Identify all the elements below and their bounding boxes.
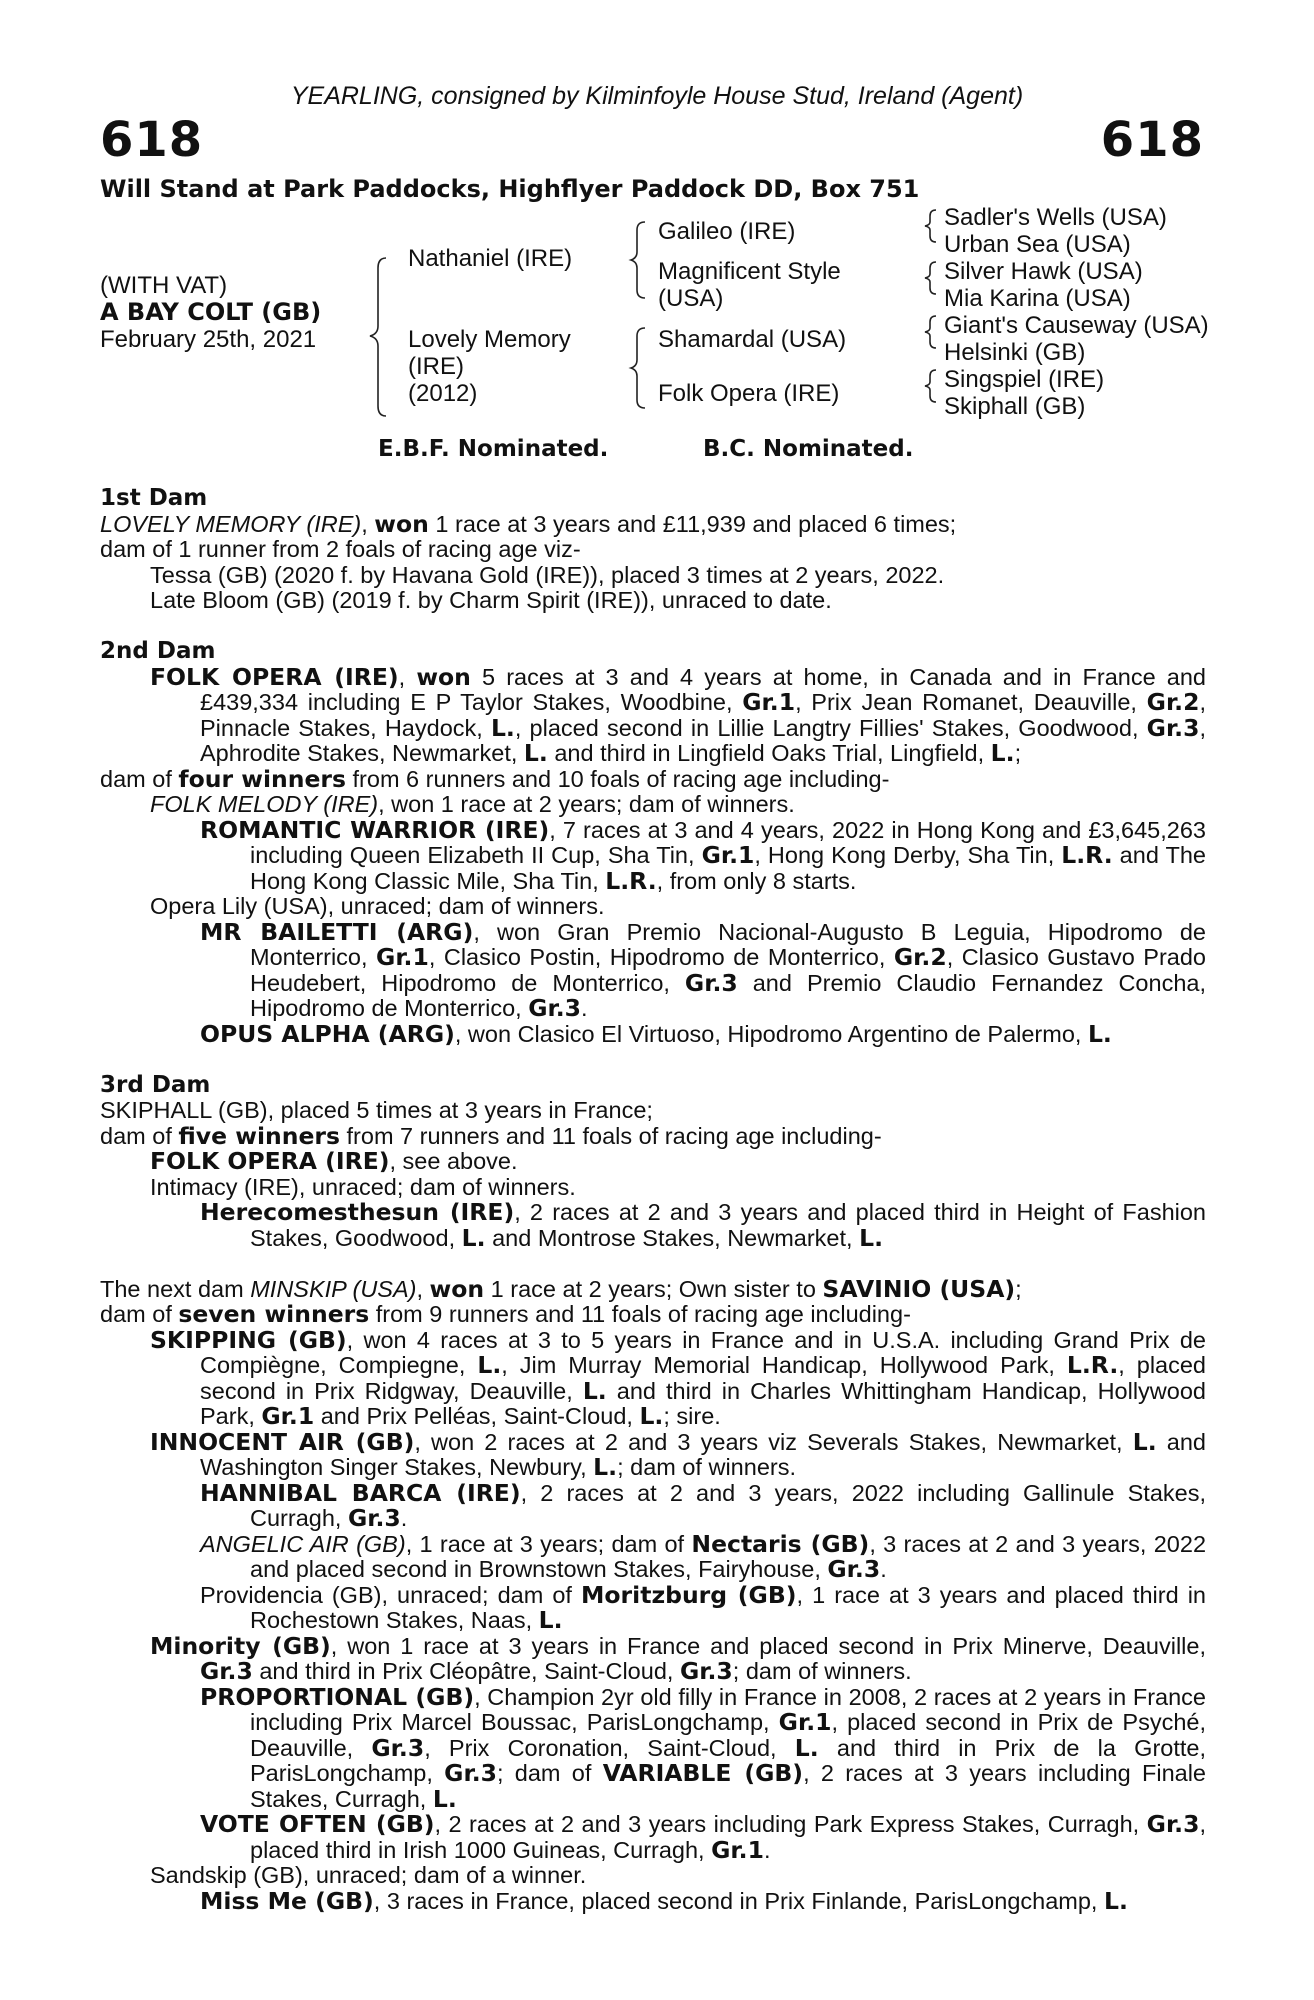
- grade: Gr.3: [347, 1504, 401, 1532]
- horse-name: SKIPPING (GB): [150, 1325, 347, 1354]
- horse-name: OPUS ALPHA (ARG): [200, 1019, 455, 1048]
- winners-count: five winners: [178, 1121, 340, 1150]
- text: , 3 races at 2 and 3 years, 2022 and placed second in Brownstown Stakes, Fairyhouse,: [250, 1530, 1207, 1582]
- sds: Silver Hawk (USA): [944, 258, 1143, 285]
- horse-name: FOLK OPERA (IRE): [150, 1147, 390, 1175]
- text: , Clasico Postin, Hipodromo de Monterrico,: [428, 944, 894, 970]
- grade: Gr.3: [684, 968, 738, 997]
- text: .: [400, 1505, 408, 1531]
- consignment-line: YEARLING, consigned by Kilminfoyle House Stud, Ireland (Agent): [290, 82, 1024, 110]
- text: , 2 races at 2 and 3 years including Park Express Stakes, Curragh,: [434, 1811, 1147, 1837]
- grade: L.: [859, 1223, 883, 1252]
- won-word: won: [429, 1274, 485, 1303]
- text: , Champion 2yr old filly in France in 2008, 2 races at 2 years in France including Prix Marcel Boussac, ParisLongchamp,: [250, 1683, 1207, 1735]
- grade: L.: [639, 1402, 664, 1430]
- catalogue-body: [100, 486, 1206, 1914]
- horse-name: INNOCENT AIR (GB): [150, 1427, 415, 1456]
- horse-name: Minority (GB): [150, 1631, 331, 1660]
- text: , Aphrodite Stakes, Newmarket,: [200, 714, 1206, 766]
- grade: Gr.1: [701, 841, 755, 869]
- dss: Giant's Causeway (USA): [944, 312, 1209, 339]
- text: from 9 runners and 11 foals of racing age including-: [369, 1301, 911, 1327]
- text: , Clasico Gustavo Prado Heudebert, Hipodromo de Monterrico,: [250, 944, 1206, 996]
- sire-name: Nathaniel (IRE): [408, 245, 573, 272]
- grade: Gr.3: [444, 1759, 497, 1787]
- grade: Gr.3: [827, 1555, 881, 1583]
- text: , won 4 races at 3 to 5 years in France and in U.S.A. including Grand Prix de Compiègne, Compiegne,: [200, 1326, 1206, 1378]
- produce-entry: [100, 1200, 1206, 1251]
- sss: Sadler's Wells (USA): [944, 204, 1167, 231]
- text: 1 race at 2 years; Own sister to: [484, 1275, 823, 1302]
- produce-entry: [100, 1886, 1206, 1915]
- text: dam of: [100, 765, 179, 792]
- horse-name: A BAY COLT (GB): [100, 298, 322, 326]
- grade: Gr.2: [893, 943, 947, 971]
- produce-entry: [100, 1631, 1206, 1685]
- grade: Gr.1: [376, 943, 429, 971]
- horse-name: Moritzburg (GB): [581, 1580, 797, 1609]
- next-dam-record: The next dam MINSKIP (USA), won 1 race at 2 years; Own sister to SAVINIO (USA);: [100, 1274, 1022, 1303]
- text: , 1 race at 3 years and placed third in Rochestown Stakes, Naas,: [250, 1581, 1206, 1633]
- produce-entry: [100, 1427, 1206, 1481]
- text: , Prix Jean Romanet, Deauville,: [795, 689, 1147, 715]
- sdd: Mia Karina (USA): [944, 285, 1131, 312]
- text: ; dam of winners.: [732, 1658, 912, 1684]
- horse-name: FOLK MELODY (IRE): [150, 791, 379, 817]
- grade: L.: [582, 1376, 607, 1405]
- text: ;: [1014, 740, 1022, 766]
- brace-sire: [631, 222, 645, 298]
- ddd: Skiphall (GB): [944, 393, 1086, 420]
- horse-name: VARIABLE (GB): [602, 1759, 804, 1787]
- text: , placed second in Prix Ridgway, Deauville,: [200, 1352, 1207, 1404]
- ebf-nomination: E.B.F. Nominated.: [378, 436, 609, 462]
- produce-entry: Late Bloom (GB) (2019 f. by Charm Spirit (IRE)), unraced to date.: [150, 587, 832, 613]
- produce-entry: [100, 815, 1206, 895]
- horse-name: MR BAILETTI (ARG): [200, 917, 474, 946]
- brace-sd: [925, 262, 936, 294]
- dds: Singspiel (IRE): [944, 366, 1105, 393]
- lot-number-left: 618: [100, 112, 204, 168]
- text: dam of: [100, 1301, 179, 1327]
- first-dam-summary: LOVELY MEMORY (IRE), won 1 race at 3 years and £11,939 and placed 6 times;: [100, 509, 957, 538]
- text: , 7 races at 3 and 4 years, 2022 in Hong Kong and £3,645,263 including Queen Elizabeth II Cup, Sha Tin,: [250, 816, 1206, 868]
- third-dam-produce: [100, 1121, 1206, 1150]
- stand-location: Will Stand at Park Paddocks, Highflyer Paddock DD, Box 751: [100, 175, 920, 203]
- produce-entry: Sandskip (GB), unraced; dam of a winner.: [150, 1862, 587, 1888]
- text: , 1 race at 3 years; dam of: [405, 1530, 692, 1557]
- produce-entry: Tessa (GB) (2020 f. by Havana Gold (IRE)), placed 3 times at 2 years, 2022.: [150, 561, 945, 588]
- text: ; dam of winners.: [617, 1454, 796, 1480]
- grade: L.: [1132, 1427, 1157, 1456]
- text: and third in Prix Cléopâtre, Saint-Cloud,: [252, 1658, 680, 1684]
- dam-sire: Shamardal (USA): [658, 326, 847, 353]
- text: , Jim Murray Memorial Handicap, Hollywood Park,: [501, 1352, 1067, 1378]
- grade: L.: [432, 1784, 457, 1813]
- bc-nomination: B.C. Nominated.: [703, 436, 914, 462]
- produce-entry: [100, 1019, 1206, 1048]
- third-dam-heading: 3rd Dam: [100, 1071, 211, 1098]
- text: , won Gran Premio Nacional-Augusto B Leguia, Hipodromo de Monterrico,: [250, 918, 1207, 970]
- horse-name: VOTE OFTEN (GB): [200, 1810, 435, 1838]
- produce-entry: [100, 1149, 1206, 1175]
- grade: L.: [490, 713, 515, 742]
- second-dam-record: FOLK OPERA (IRE), won 5 races at 3 and 4 years at home, in Canada and in France and £439,334 including E P Taylor Stakes, Woodbine, Gr.1, Prix Jean Romanet, Deauville, Gr.2, Pinnacle Stakes, Haydock, L., placed second in Lillie Langtry Fillies' Stakes, Goodwood, Gr.3, Aphrodite Stakes, Newmarket, L. and third in Lingfield Oaks Trial, Lingfield, L.;: [150, 662, 1206, 767]
- second-dam-produce: [100, 764, 1206, 793]
- grade: L.R.: [605, 866, 657, 895]
- spacer: [100, 1047, 1206, 1073]
- produce-entry: Opera Lily (USA), unraced; dam of winners.: [150, 893, 605, 919]
- dam-name-line2: (IRE): [408, 353, 464, 380]
- grade: Gr.1: [778, 1708, 832, 1736]
- produce-entry: [100, 792, 1206, 818]
- lot-number-right: 618: [1100, 112, 1204, 168]
- produce-entry: [100, 1478, 1206, 1532]
- grade: L.: [1087, 1019, 1112, 1048]
- text: Providencia (GB), unraced; dam of: [200, 1581, 582, 1608]
- produce-entry: [100, 1682, 1207, 1813]
- horse-name: Nectaris (GB): [691, 1529, 870, 1558]
- grade: Gr.3: [1146, 713, 1200, 742]
- text: , 2 races at 2 and 3 years, 2022 including Gallinule Stakes, Curragh,: [250, 1479, 1206, 1531]
- spacer: [100, 614, 1206, 640]
- text: and Montrose Stakes, Newmarket,: [485, 1224, 860, 1251]
- text: and third in Lingfield Oaks Trial, Lingfield,: [547, 740, 991, 766]
- won-word: won: [374, 509, 429, 538]
- produce-entry: [100, 1812, 1206, 1863]
- brace-dam: [631, 328, 645, 408]
- grade: L.: [593, 1453, 618, 1481]
- text: ; sire.: [663, 1403, 721, 1429]
- text: 1 race at 3 years and £11,939 and placed 6 times;: [428, 510, 957, 537]
- horse-name: ROMANTIC WARRIOR (IRE): [200, 815, 550, 844]
- grade: L.: [461, 1223, 486, 1252]
- text: .: [581, 995, 588, 1021]
- grade: L.: [477, 1351, 502, 1379]
- produce-entry: [100, 1529, 1207, 1583]
- text: , won 1 race at 3 years in France and placed second in Prix Minerve, Deauville,: [330, 1632, 1206, 1659]
- grade: Gr.3: [200, 1657, 253, 1685]
- horse-name: ANGELIC AIR (GB): [200, 1530, 406, 1557]
- dsd: Helsinki (GB): [944, 339, 1086, 366]
- first-dam-name: LOVELY MEMORY (IRE): [100, 510, 362, 537]
- horse-name: PROPORTIONAL (GB): [200, 1682, 475, 1711]
- text: and The Hong Kong Classic Mile, Sha Tin,: [250, 842, 1206, 894]
- text: and Washington Singer Stakes, Newbury,: [200, 1428, 1206, 1480]
- text: , 2 races at 2 and 3 years and placed third in Height of Fashion Stakes, Goodwood,: [250, 1199, 1206, 1251]
- brace-main: [370, 258, 386, 416]
- sire-dam-line2: (USA): [658, 285, 724, 312]
- brace-ss: [925, 210, 936, 242]
- grade: L.R.: [1066, 1351, 1119, 1379]
- sire-dam-line1: Magnificent Style: [658, 258, 841, 285]
- horse-name: Herecomesthesun (IRE): [200, 1198, 515, 1226]
- winners-count: seven winners: [178, 1300, 370, 1328]
- grade: Gr.3: [679, 1657, 733, 1685]
- brace-ds: [925, 316, 936, 348]
- sire-sire: Galileo (IRE): [658, 218, 796, 245]
- dam-year: (2012): [408, 380, 478, 407]
- third-dam-record: SKIPHALL (GB), placed 5 times at 3 years in France;: [100, 1097, 653, 1123]
- text: , 3 races in France, placed second in Prix Finlande, ParisLongchamp,: [373, 1887, 1104, 1914]
- grade: Gr.3: [1146, 1810, 1200, 1838]
- grade: Gr.1: [742, 688, 796, 716]
- horse-name: SAVINIO (USA): [822, 1274, 1016, 1303]
- text: ; dam of: [496, 1760, 603, 1786]
- next-dam-name: MINSKIP (USA): [250, 1275, 417, 1302]
- next-dam-produce: [100, 1302, 1206, 1328]
- produce-entry: Intimacy (IRE), unraced; dam of winners.: [150, 1173, 576, 1200]
- second-dam-heading: 2nd Dam: [100, 638, 216, 664]
- text: , Hong Kong Derby, Sha Tin,: [754, 842, 1062, 868]
- text: , Pinnacle Stakes, Haydock,: [200, 689, 1206, 741]
- grade: Gr.2: [1146, 688, 1200, 716]
- text: .: [763, 1836, 771, 1863]
- text: , placed second in Prix de Psyché, Deauville,: [250, 1709, 1206, 1761]
- dam-name-line1: Lovely Memory: [408, 326, 571, 353]
- text: ;: [1015, 1275, 1022, 1302]
- foaling-date: February 25th, 2021: [100, 326, 317, 353]
- text: .: [880, 1556, 887, 1582]
- text: , won 1 race at 2 years; dam of winners.: [378, 791, 795, 817]
- text: and Premio Claudio Fernandez Concha, Hipodromo de Monterrico,: [250, 969, 1206, 1021]
- grade: L.: [794, 1733, 819, 1762]
- grade: L.R.: [1061, 841, 1113, 869]
- grade: L.: [523, 739, 548, 767]
- grade: Gr.1: [261, 1402, 315, 1430]
- text: , placed third in Irish 1000 Guineas, Curragh,: [250, 1811, 1206, 1863]
- text: , see above.: [389, 1148, 518, 1174]
- grade: L.: [538, 1606, 563, 1634]
- text: from 6 runners and 10 foals of racing age including-: [346, 765, 890, 792]
- second-dam-name: FOLK OPERA (IRE): [150, 662, 399, 691]
- text: , won 2 races at 2 and 3 years viz Severals Stakes, Newmarket,: [414, 1428, 1133, 1455]
- first-dam-heading: 1st Dam: [100, 485, 208, 511]
- text: and Prix Pelléas, Saint-Cloud,: [314, 1403, 640, 1429]
- text: The next dam: [100, 1275, 251, 1302]
- text: from 7 runners and 11 foals of racing age including-: [339, 1122, 882, 1149]
- text: , from only 8 starts.: [656, 867, 857, 894]
- produce-entry: [100, 1580, 1206, 1634]
- grade: Gr.1: [711, 1835, 764, 1864]
- grade: L.: [990, 739, 1015, 767]
- produce-entry: [100, 1325, 1207, 1430]
- text: , 2 races at 3 years including Finale Stakes, Curragh,: [250, 1760, 1207, 1812]
- text: dam of: [100, 1122, 179, 1149]
- spacer: [100, 1251, 1206, 1277]
- horse-name: HANNIBAL BARCA (IRE): [200, 1478, 521, 1507]
- winners-count: four winners: [178, 764, 346, 793]
- text: 5 races at 3 and 4 years at home, in Canada and in France and £439,334 including E P Taylor Stakes, Woodbine,: [200, 663, 1206, 715]
- won-word: won: [416, 662, 471, 691]
- brace-dd: [925, 370, 936, 402]
- horse-name: Miss Me (GB): [200, 1886, 374, 1915]
- grade: L.: [1103, 1886, 1128, 1915]
- first-dam-produce: dam of 1 runner from 2 foals of racing age viz-: [100, 536, 581, 562]
- text: and third in Prix de la Grotte, ParisLongchamp,: [250, 1734, 1206, 1786]
- dam-dam: Folk Opera (IRE): [658, 380, 840, 407]
- produce-entry: [100, 917, 1207, 1022]
- text: , won Clasico El Virtuoso, Hipodromo Argentino de Palermo,: [454, 1020, 1088, 1047]
- text: and third in Charles Whittingham Handicap, Hollywood Park,: [200, 1377, 1206, 1429]
- text: , placed second in Lillie Langtry Fillies' Stakes, Goodwood,: [514, 714, 1147, 741]
- grade: Gr.3: [371, 1733, 425, 1762]
- grade: Gr.3: [528, 994, 582, 1022]
- ssd: Urban Sea (USA): [944, 231, 1131, 258]
- text: , Prix Coronation, Saint-Cloud,: [424, 1734, 795, 1761]
- vat-note: (WITH VAT): [100, 272, 228, 299]
